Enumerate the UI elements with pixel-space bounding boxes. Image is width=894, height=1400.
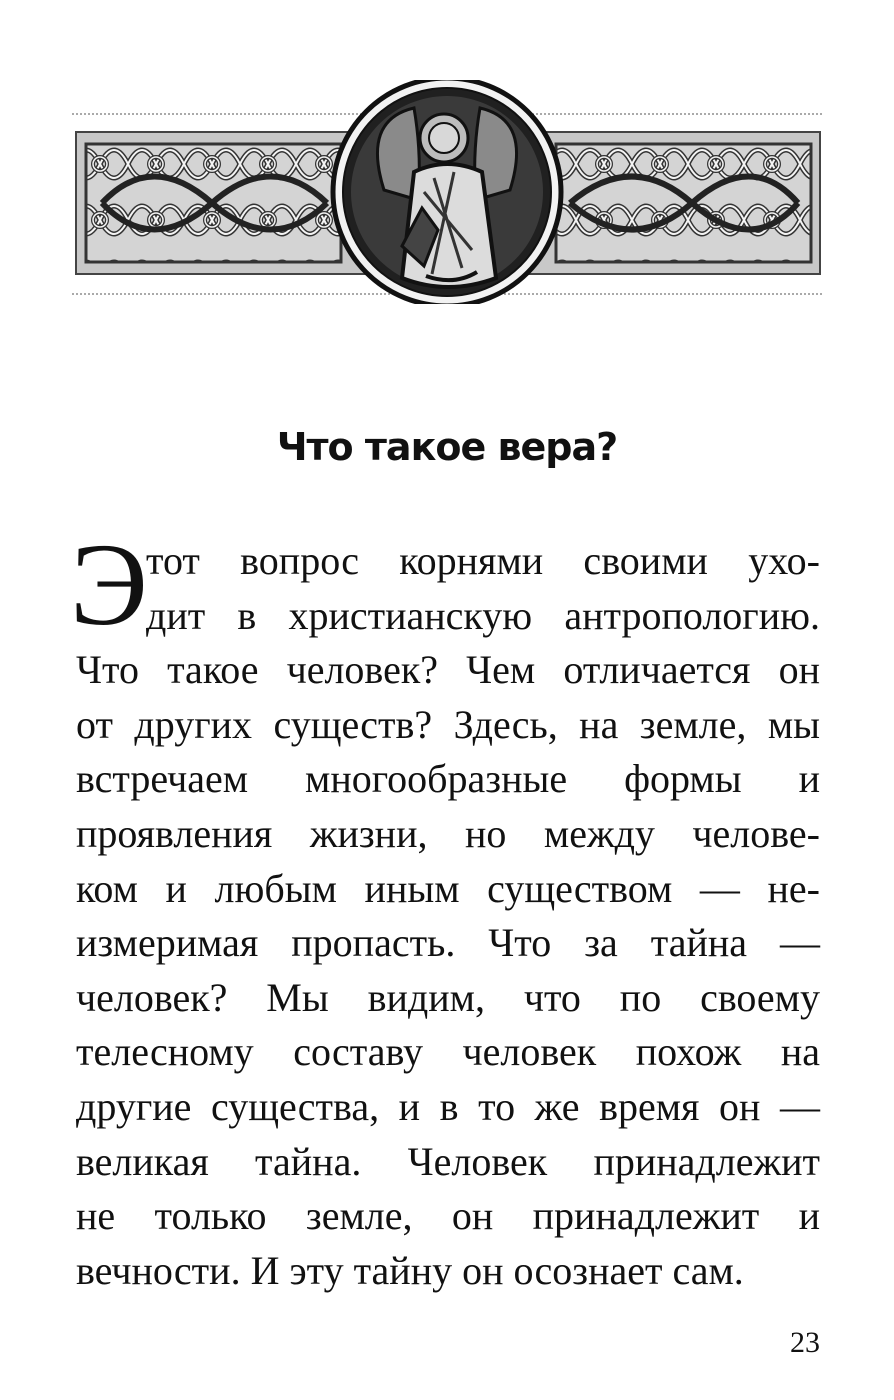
text-line: от других существ? Здесь, на земле, мы bbox=[76, 701, 820, 747]
text-line: человек? Мы видим, что по своему bbox=[76, 974, 820, 1020]
page-title: Что такое вера? bbox=[276, 425, 618, 469]
text-line: проявления жизни, но между челове- bbox=[76, 810, 820, 856]
text-line: телесному составу человек похож на bbox=[76, 1029, 820, 1075]
drop-cap: Э bbox=[70, 519, 148, 650]
page-number: 23 bbox=[790, 1326, 820, 1359]
text-line: тот вопрос корнями своими ухо- bbox=[146, 538, 820, 583]
text-line: не только земле, он принадлежит и bbox=[76, 1193, 820, 1239]
text-line: дит в христианскую антропологию. bbox=[146, 592, 820, 638]
ornament-header bbox=[72, 80, 824, 304]
body-text bbox=[76, 534, 820, 1298]
text-line: другие существа, и в то же время он — bbox=[76, 1083, 820, 1129]
text-line: вечности. И эту тайну он осознает сам. bbox=[76, 1247, 744, 1293]
text-line: великая тайна. Человек принадлежит bbox=[76, 1138, 820, 1184]
text-line: встречаем многообразные формы и bbox=[76, 756, 820, 802]
angel-medallion-icon bbox=[333, 80, 561, 304]
text-line: измеримая пропасть. Что за тайна — bbox=[76, 920, 820, 966]
text-line: ком и любым иным существом — не- bbox=[76, 865, 820, 911]
text-line: Что такое человек? Чем отличается он bbox=[76, 647, 820, 693]
